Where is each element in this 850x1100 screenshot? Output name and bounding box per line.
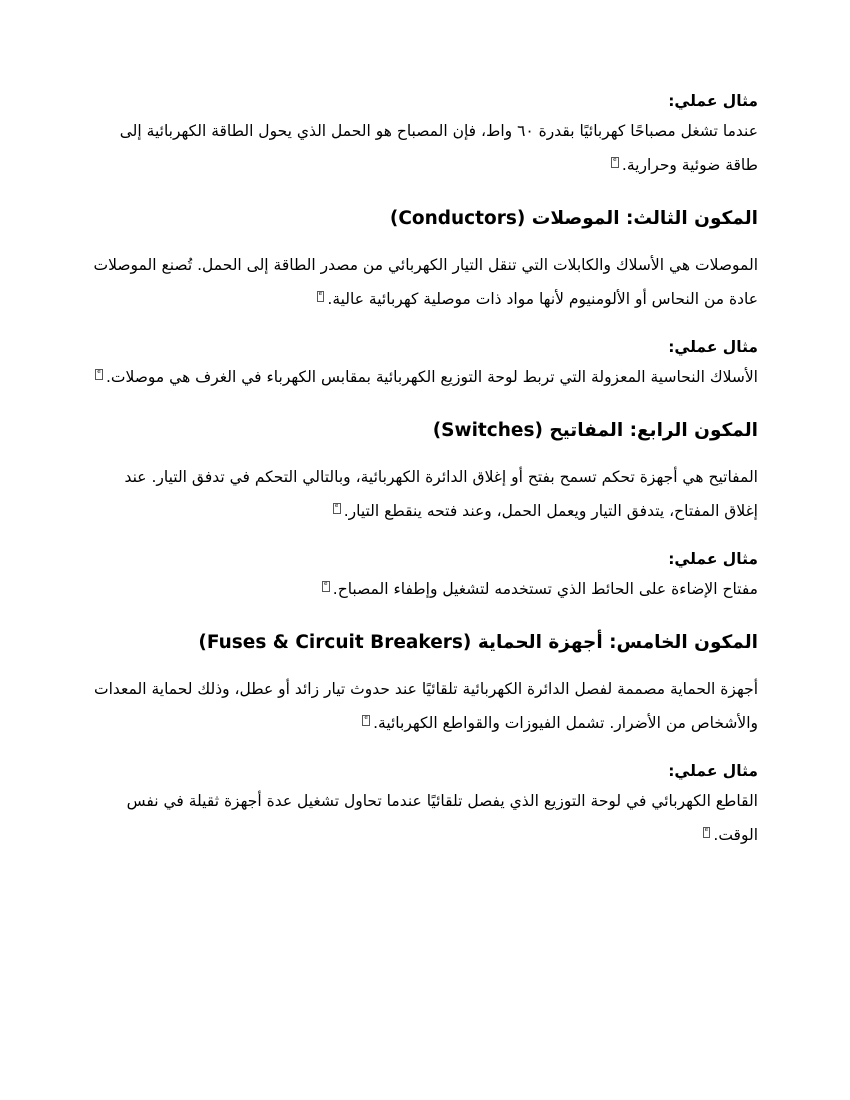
section-text: الموصلات هي الأسلاك والكابلات التي تنقل التيار الكهربائي من مصدر الطاقة إلى الحمل. تُصنع الموصلات عادة من النحاس أو الألومنيوم لأنها مواد ذات موصلية كهربائية عالية.	[93, 256, 758, 308]
citation-icon[interactable]: ᵉ	[324, 580, 328, 591]
heading-english: (Fuses & Circuit Breakers)	[198, 632, 472, 653]
example-block-1	[92, 88, 758, 182]
section-paragraph	[92, 460, 758, 528]
section-heading	[92, 628, 758, 658]
citation-icon[interactable]: ᵉ	[97, 368, 101, 379]
citation-icon[interactable]: ᵉ	[613, 156, 617, 167]
example-block-4	[92, 758, 758, 852]
example-block-2	[92, 334, 758, 394]
heading-english: (Switches)	[432, 420, 543, 441]
heading-arabic: المكون الخامس: أجهزة الحماية	[477, 632, 758, 653]
example-text: الأسلاك النحاسية المعزولة التي تربط لوحة التوزيع الكهربائية بمقابس الكهرباء في الغرف هي موصلات.	[106, 368, 758, 386]
citation-icon[interactable]: ᵉ	[318, 290, 323, 301]
section-text: أجهزة الحماية مصممة لفصل الدائرة الكهربائية تلقائيًا عند حدوث تيار زائد أو عطل، وذلك لحماية المعدات والأشخاص من الأضرار. تشمل الفيوزات والقواطع الكهربائية.	[94, 680, 758, 732]
section-switches	[92, 416, 758, 528]
example-paragraph	[92, 114, 758, 182]
section-text: المفاتيح هي أجهزة تحكم تسمح بفتح أو إغلاق الدائرة الكهربائية، وبالتالي التحكم في تدفق التيار. عند إغلاق المفتاح، يتدفق التيار ويعمل الحمل، وعند فتحه ينقطع التيار.	[124, 468, 758, 520]
heading-arabic: المكون الثالث: الموصلات	[531, 208, 758, 229]
example-label: مثال عملي:	[668, 338, 758, 356]
example-label: مثال عملي:	[668, 762, 758, 780]
example-text: القاطع الكهربائي في لوحة التوزيع الذي يفصل تلقائيًا عندما تحاول تشغيل عدة أجهزة ثقيلة في نفس الوقت.	[126, 792, 758, 844]
citation-icon[interactable]: ᵉ	[704, 826, 709, 837]
example-paragraph	[92, 360, 758, 394]
example-block-3	[92, 546, 758, 606]
heading-arabic: المكون الرابع: المفاتيح	[549, 420, 758, 441]
section-paragraph	[92, 672, 758, 740]
section-paragraph	[92, 248, 758, 316]
citation-icon[interactable]: ᵉ	[364, 714, 369, 725]
example-text: مفتاح الإضاءة على الحائط الذي تستخدمه لتشغيل وإطفاء المصباح.	[332, 580, 758, 598]
example-text: عندما تشغل مصباحًا كهربائيًا بقدرة ٦٠ واط، فإن المصباح هو الحمل الذي يحول الطاقة الكهربائية إلى طاقة ضوئية وحرارية.	[119, 122, 758, 174]
document-content	[92, 88, 758, 866]
section-conductors	[92, 204, 758, 316]
section-heading	[92, 204, 758, 234]
citation-icon[interactable]: ᵉ	[334, 502, 339, 513]
example-paragraph	[92, 572, 758, 606]
section-heading	[92, 416, 758, 446]
example-paragraph	[92, 784, 758, 852]
section-protection-devices	[92, 628, 758, 740]
heading-english: (Conductors)	[389, 208, 526, 229]
example-label: مثال عملي:	[668, 92, 758, 110]
example-label: مثال عملي:	[668, 550, 758, 568]
